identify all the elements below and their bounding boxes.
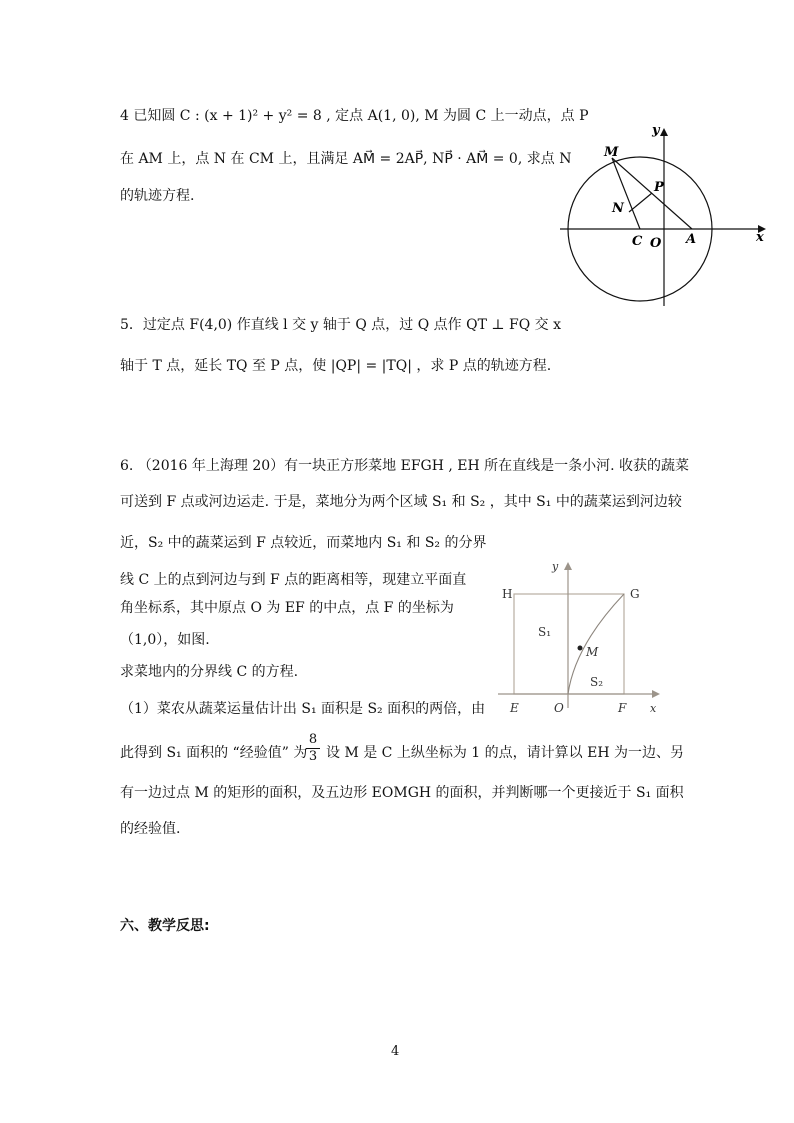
problem6-line10: 有一边过点 M 的矩形的面积，及五边形 EOMGH 的面积，并判断哪一个更接近于 S₁ 面积 — [120, 785, 684, 801]
label-o: O — [650, 236, 662, 251]
label-x: x — [756, 230, 764, 245]
fraction-denominator: 3 — [306, 748, 320, 765]
problem5-line2: 轴于 T 点，延长 TQ 至 P 点，使 |QP| = |TQ| ，求 P 点的轨迹方程. — [120, 358, 552, 374]
point-m — [578, 646, 583, 651]
label-a: A — [686, 232, 697, 247]
label-c: C — [632, 234, 643, 249]
label-x: x — [650, 702, 657, 715]
label-y: y — [652, 123, 660, 138]
problem6-line1: 6. （2016 年上海理 20）有一块正方形菜地 EFGH , EH 所在直线是一条小河. 收获的蔬菜 — [120, 458, 690, 474]
square-efgh — [514, 594, 624, 694]
fraction-eight-thirds — [306, 732, 320, 765]
x-axis-arrow-icon — [652, 690, 660, 698]
label-p: P — [654, 180, 664, 195]
y-axis-arrow-icon — [660, 128, 668, 136]
problem6-line4: 线 C 上的点到河边与到 F 点的距离相等，现建立平面直 — [120, 572, 467, 588]
section-heading: 六、教学反思: — [120, 918, 210, 934]
problem4-line3: 的轨迹方程. — [120, 188, 195, 204]
fraction-numerator: 8 — [308, 732, 318, 747]
y-axis-arrow-icon — [564, 562, 572, 570]
label-m: M — [604, 145, 619, 160]
circle-figure — [552, 118, 778, 314]
label-f: F — [618, 701, 627, 715]
label-o: O — [554, 701, 564, 715]
problem6-line3: 近，S₂ 中的蔬菜运到 F 点较近，而菜地内 S₁ 和 S₂ 的分界 — [120, 535, 487, 551]
label-h: H — [502, 587, 513, 601]
page-number: 4 — [391, 1044, 400, 1059]
problem4-line1: 4 已知圆 C : (x + 1)² + y² = 8 , 定点 A(1, 0), M 为圆 C 上一动点，点 P — [120, 108, 589, 124]
label-y: y — [552, 560, 559, 573]
label-g: G — [630, 587, 640, 601]
label-e: E — [510, 701, 519, 715]
square-field-figure — [492, 558, 668, 720]
problem6-line8: （1）菜农从蔬菜运量估计出 S₁ 面积是 S₂ 面积的两倍，由 — [120, 701, 486, 717]
problem6-line5: 角坐标系，其中原点 O 为 EF 的中点，点 F 的坐标为 — [120, 600, 454, 616]
label-m: M — [586, 645, 599, 659]
problem6-line7: 求菜地内的分界线 C 的方程. — [120, 664, 299, 680]
problem4-line2: 在 AM 上，点 N 在 CM 上，且满足 AM⃗ = 2AP⃗, NP⃗ · AM⃗ = 0, 求点 N — [120, 151, 572, 167]
problem6-line11: 的经验值. — [120, 821, 181, 837]
segment-cm — [612, 158, 640, 229]
segment-np — [629, 193, 652, 212]
label-s2: S₂ — [590, 675, 604, 689]
problem6-line2: 可送到 F 点或河边运走. 于是，菜地分为两个区域 S₁ 和 S₂ ，其中 S₁ 中的蔬菜运到河边较 — [120, 494, 682, 510]
problem5-line1: 5．过定点 F(4,0) 作直线 l 交 y 轴于 Q 点，过 Q 点作 QT ⊥ FQ 交 x — [120, 317, 561, 333]
label-s1: S₁ — [538, 625, 552, 639]
problem6-line9-a: 此得到 S₁ 面积的 “经验值” 为 — [120, 745, 308, 761]
problem6-line9-b: 设 M 是 C 上纵坐标为 1 的点，请计算以 EH 为一边、另 — [326, 745, 684, 761]
label-n: N — [612, 201, 624, 216]
problem6-line6: （1,0），如图. — [120, 632, 210, 648]
